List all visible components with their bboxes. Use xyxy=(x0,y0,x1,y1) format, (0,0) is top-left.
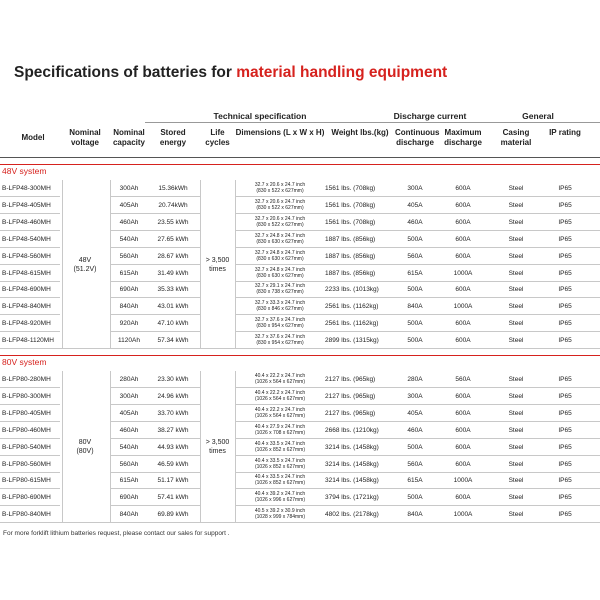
table-row xyxy=(0,248,600,265)
stored-energy-cell: 46.59 kWh xyxy=(157,460,189,468)
dimensions-cell xyxy=(235,491,325,504)
casing-material-cell: Steel xyxy=(508,269,524,277)
continuous-discharge-cell: 460A xyxy=(407,218,423,226)
dimensions-inch: 32.7 x 20.6 x 24.7 inch xyxy=(254,198,306,205)
page-title xyxy=(14,64,447,82)
capacity-cell: 405Ah xyxy=(119,201,139,209)
stored-energy-cell: 23.55 kWh xyxy=(157,218,189,226)
weight-cell: 2127 lbs. (965kg) xyxy=(325,376,376,383)
dimensions-cell xyxy=(235,407,325,420)
model-cell: B-LFP48-920MH xyxy=(2,320,51,328)
model-cell: B-LFP48-540MH xyxy=(2,235,51,243)
table-row xyxy=(0,422,600,439)
continuous-discharge-cell: 460A xyxy=(407,426,423,434)
header-nominal-capacity: Nominal capacity xyxy=(112,128,146,147)
table-row xyxy=(0,231,600,248)
header-stored-energy: Stored energy xyxy=(159,128,187,147)
dimensions-mm: (830 x 522 x 627mm) xyxy=(256,204,304,211)
casing-material-cell: Steel xyxy=(508,477,524,485)
maximum-discharge-cell: 600A xyxy=(455,426,471,434)
model-cell: B-LFP80-540MH xyxy=(2,443,51,451)
dimensions-inch: 40.4 x 22.2 x 24.7 inch xyxy=(254,406,306,413)
capacity-cell: 280Ah xyxy=(119,376,139,383)
dimensions-mm: (1026 x 564 x 627mm) xyxy=(254,379,306,385)
capacity-cell: 690Ah xyxy=(119,494,139,502)
dimensions-mm: (830 x 630 x 627mm) xyxy=(256,255,304,262)
section-divider xyxy=(145,122,600,123)
stored-energy-cell: 24.96 kWh xyxy=(157,392,189,400)
weight-cell: 3214 lbs. (1458kg) xyxy=(325,443,379,451)
casing-material-cell: Steel xyxy=(508,235,524,243)
capacity-cell: 1120Ah xyxy=(118,337,140,345)
maximum-discharge-cell: 600A xyxy=(455,235,471,243)
continuous-discharge-cell: 500A xyxy=(407,235,423,243)
capacity-cell: 540Ah xyxy=(119,443,139,451)
model-cell: B-LFP48-560MH xyxy=(2,252,51,260)
dimensions-cell xyxy=(235,233,325,246)
table-row xyxy=(0,180,600,197)
dimensions-cell xyxy=(235,390,325,403)
maximum-discharge-cell: 1000A xyxy=(453,477,473,485)
maximum-discharge-cell: 600A xyxy=(455,443,471,451)
stored-energy-cell: 47.10 kWh xyxy=(157,320,189,328)
dimensions-inch: 40.4 x 22.2 x 24.7 inch xyxy=(254,373,306,379)
weight-cell: 3214 lbs. (1458kg) xyxy=(325,477,379,485)
dimensions-mm: (830 x 954 x 627mm) xyxy=(256,340,304,347)
model-cell: B-LFP80-690MH xyxy=(2,494,51,502)
dimensions-inch: 32.7 x 33.3 x 24.7 inch xyxy=(254,300,306,307)
ip-rating-cell: IP65 xyxy=(558,376,572,383)
ip-rating-cell: IP65 xyxy=(558,443,572,451)
maximum-discharge-cell: 600A xyxy=(455,494,471,502)
ip-rating-cell: IP65 xyxy=(558,320,572,328)
stored-energy-cell: 35.33 kWh xyxy=(157,286,189,294)
stored-energy-cell: 28.67 kWh xyxy=(157,252,189,260)
dimensions-inch: 32.7 x 37.6 x 24.7 inch xyxy=(254,317,306,324)
weight-cell: 1887 lbs. (856kg) xyxy=(325,235,376,243)
casing-material-cell: Steel xyxy=(508,426,524,434)
continuous-discharge-cell: 560A xyxy=(407,252,423,260)
ip-rating-cell: IP65 xyxy=(558,303,572,311)
dimensions-inch: 32.7 x 37.6 x 24.7 inch xyxy=(254,334,306,341)
dimensions-mm: (1026 x 564 x 627mm) xyxy=(254,395,306,402)
dimensions-mm: (1026 x 564 x 627mm) xyxy=(254,412,306,419)
table-row xyxy=(0,371,600,388)
maximum-discharge-cell: 600A xyxy=(455,409,471,417)
table-row xyxy=(0,332,600,349)
model-cell: B-LFP48-1120MH xyxy=(2,337,54,345)
stored-energy-cell: 51.17 kWh xyxy=(157,477,189,485)
header-dimensions: Dimensions (L x W x H) xyxy=(235,128,325,137)
dimensions-mm: (1026 x 996 x 627mm) xyxy=(254,497,306,504)
system-label: 80V system xyxy=(2,357,47,367)
row-separator xyxy=(0,348,600,349)
dimensions-cell xyxy=(235,250,325,263)
weight-cell: 2561 lbs. (1162kg) xyxy=(325,320,379,328)
continuous-discharge-cell: 405A xyxy=(407,201,423,209)
model-cell: B-LFP80-405MH xyxy=(2,409,51,417)
dimensions-cell xyxy=(235,508,325,521)
maximum-discharge-cell: 1000A xyxy=(453,511,473,519)
stored-energy-cell: 69.89 kWh xyxy=(157,511,189,519)
casing-material-cell: Steel xyxy=(508,409,524,417)
capacity-cell: 300Ah xyxy=(119,185,139,192)
life-cycles-unit: times xyxy=(209,265,226,273)
continuous-discharge-cell: 560A xyxy=(407,460,423,468)
dimensions-inch: 32.7 x 24.8 x 24.7 inch xyxy=(254,266,306,273)
capacity-cell: 460Ah xyxy=(119,218,139,226)
stored-energy-cell: 31.49 kWh xyxy=(157,269,189,277)
ip-rating-cell: IP65 xyxy=(558,511,572,519)
continuous-discharge-cell: 500A xyxy=(407,494,423,502)
dimensions-cell xyxy=(235,216,325,229)
casing-material-cell: Steel xyxy=(508,286,524,294)
continuous-discharge-cell: 840A xyxy=(407,511,423,519)
maximum-discharge-cell: 600A xyxy=(455,201,471,209)
weight-cell: 2899 lbs. (1315kg) xyxy=(325,337,379,345)
capacity-cell: 560Ah xyxy=(119,252,139,260)
stored-energy-cell: 33.70 kWh xyxy=(157,409,189,417)
ip-rating-cell: IP65 xyxy=(558,337,572,345)
dimensions-inch: 40.4 x 33.5 x 24.7 inch xyxy=(254,440,306,447)
maximum-discharge-cell: 600A xyxy=(455,252,471,260)
ip-rating-cell: IP65 xyxy=(558,252,572,260)
dimensions-inch: 40.4 x 39.2 x 24.7 inch xyxy=(254,491,306,498)
table-row xyxy=(0,439,600,456)
ip-rating-cell: IP65 xyxy=(558,426,572,434)
continuous-discharge-cell: 615A xyxy=(407,269,423,277)
header-ip-rating: IP rating xyxy=(549,128,581,137)
ip-rating-cell: IP65 xyxy=(558,494,572,502)
casing-material-cell: Steel xyxy=(508,201,524,209)
capacity-cell: 460Ah xyxy=(119,426,139,434)
casing-material-cell: Steel xyxy=(508,337,524,345)
stored-energy-cell: 57.34 kWh xyxy=(157,337,189,345)
voltage-actual: (80V) xyxy=(76,448,94,456)
maximum-discharge-cell: 600A xyxy=(455,286,471,294)
casing-material-cell: Steel xyxy=(508,392,524,400)
dimensions-inch: 32.7 x 20.6 x 24.7 inch xyxy=(254,215,306,222)
dimensions-mm: (830 x 522 x 627mm) xyxy=(256,221,304,228)
dimensions-cell xyxy=(235,334,325,347)
dimensions-inch: 32.7 x 24.8 x 24.7 inch xyxy=(254,249,306,256)
title-lead: Specifications of batteries for xyxy=(14,64,237,81)
ip-rating-cell: IP65 xyxy=(558,477,572,485)
dimensions-mm: (830 x 846 x 627mm) xyxy=(256,306,304,313)
maximum-discharge-cell: 600A xyxy=(455,460,471,468)
maximum-discharge-cell: 600A xyxy=(455,185,471,192)
casing-material-cell: Steel xyxy=(508,376,524,383)
stored-energy-cell: 57.41 kWh xyxy=(157,494,189,502)
dimensions-mm: (830 x 522 x 627mm) xyxy=(256,188,304,194)
capacity-cell: 690Ah xyxy=(119,286,139,294)
table-row xyxy=(0,506,600,523)
section-discharge-current: Discharge current xyxy=(393,111,467,121)
dimensions-cell xyxy=(235,300,325,313)
capacity-cell: 920Ah xyxy=(119,320,139,328)
header-continuous-discharge: Continuous discharge xyxy=(395,128,440,147)
maximum-discharge-cell: 600A xyxy=(455,392,471,400)
dimensions-cell xyxy=(235,458,325,471)
dimensions-inch: 40.4 x 22.2 x 24.7 inch xyxy=(254,389,306,396)
table-row xyxy=(0,265,600,282)
dimensions-inch: 40.4 x 33.5 x 24.7 inch xyxy=(254,474,306,481)
header-divider xyxy=(0,157,600,158)
weight-cell: 1561 lbs. (708kg) xyxy=(325,218,376,226)
dimensions-cell xyxy=(235,182,325,195)
casing-material-cell: Steel xyxy=(508,511,524,519)
weight-cell: 1561 lbs. (708kg) xyxy=(325,201,376,209)
dimensions-cell xyxy=(235,267,325,280)
title-accent: material handling equipment xyxy=(236,64,448,81)
capacity-cell: 300Ah xyxy=(119,392,139,400)
model-cell: B-LFP48-615MH xyxy=(2,269,51,277)
maximum-discharge-cell: 600A xyxy=(455,337,471,345)
voltage-value: 80V xyxy=(78,439,92,447)
header-weight: Weight lbs.(kg) xyxy=(331,128,389,137)
weight-cell: 1887 lbs. (856kg) xyxy=(325,269,376,277)
model-cell: B-LFP80-280MH xyxy=(2,376,51,383)
header-life-cycles: Life cycles xyxy=(205,128,230,147)
casing-material-cell: Steel xyxy=(508,252,524,260)
dimensions-mm: (1026 x 852 x 627mm) xyxy=(254,480,306,487)
table-row xyxy=(0,298,600,315)
dimensions-cell xyxy=(235,441,325,454)
casing-material-cell: Steel xyxy=(508,303,524,311)
weight-cell: 3214 lbs. (1458kg) xyxy=(325,460,379,468)
model-cell: B-LFP48-690MH xyxy=(2,286,51,294)
life-cycles-value: > 3,500 xyxy=(205,439,230,447)
row-separator xyxy=(0,522,600,523)
continuous-discharge-cell: 500A xyxy=(407,443,423,451)
system-divider xyxy=(0,164,600,165)
ip-rating-cell: IP65 xyxy=(558,235,572,243)
dimensions-mm: (1028 x 999 x 784mm) xyxy=(254,514,306,521)
maximum-discharge-cell: 1000A xyxy=(453,303,473,311)
dimensions-mm: (1026 x 708 x 627mm) xyxy=(254,429,306,436)
casing-material-cell: Steel xyxy=(508,185,524,192)
casing-material-cell: Steel xyxy=(508,443,524,451)
maximum-discharge-cell: 1000A xyxy=(453,269,473,277)
table-row xyxy=(0,489,600,506)
voltage-actual: (51.2V) xyxy=(73,265,97,273)
table-row xyxy=(0,456,600,473)
stored-energy-cell: 23.30 kWh xyxy=(157,376,189,383)
continuous-discharge-cell: 405A xyxy=(407,409,423,417)
dimensions-cell xyxy=(235,474,325,487)
voltage-value: 48V xyxy=(78,256,92,264)
life-cycles-value: > 3,500 xyxy=(205,256,230,264)
weight-cell: 2127 lbs. (965kg) xyxy=(325,392,376,400)
stored-energy-cell: 43.01 kWh xyxy=(157,303,189,311)
capacity-cell: 840Ah xyxy=(119,511,139,519)
table-row xyxy=(0,388,600,405)
stored-energy-cell: 27.65 kWh xyxy=(157,235,189,243)
model-cell: B-LFP80-560MH xyxy=(2,460,51,468)
dimensions-mm: (1026 x 852 x 627mm) xyxy=(254,463,306,470)
weight-cell: 1561 lbs. (708kg) xyxy=(325,185,376,192)
continuous-discharge-cell: 300A xyxy=(407,392,423,400)
ip-rating-cell: IP65 xyxy=(558,286,572,294)
footer-note: For more forklift lithium batteries request, please contact our sales for support . xyxy=(3,530,230,537)
table-row xyxy=(0,281,600,298)
ip-rating-cell: IP65 xyxy=(558,185,572,192)
model-cell: B-LFP80-300MH xyxy=(2,392,51,400)
dimensions-mm: (830 x 738 x 627mm) xyxy=(256,289,304,296)
ip-rating-cell: IP65 xyxy=(558,201,572,209)
table-row xyxy=(0,197,600,214)
section-technical-specification: Technical specification xyxy=(213,111,307,121)
weight-cell: 2127 lbs. (965kg) xyxy=(325,409,376,417)
dimensions-mm: (830 x 954 x 627mm) xyxy=(256,323,304,330)
continuous-discharge-cell: 840A xyxy=(407,303,423,311)
continuous-discharge-cell: 500A xyxy=(407,286,423,294)
dimensions-cell xyxy=(235,424,325,437)
continuous-discharge-cell: 280A xyxy=(407,376,423,383)
system-label: 48V system xyxy=(2,166,47,176)
weight-cell: 4802 lbs. (2178kg) xyxy=(325,511,379,519)
system-divider xyxy=(0,355,600,356)
continuous-discharge-cell: 500A xyxy=(407,320,423,328)
maximum-discharge-cell: 600A xyxy=(455,320,471,328)
stored-energy-cell: 38.27 kWh xyxy=(157,426,189,434)
maximum-discharge-cell: 600A xyxy=(455,218,471,226)
header-maximum-discharge: Maximum discharge xyxy=(444,128,482,147)
capacity-cell: 405Ah xyxy=(119,409,139,417)
table-row xyxy=(0,315,600,332)
weight-cell: 2561 lbs. (1162kg) xyxy=(325,303,379,311)
dimensions-cell xyxy=(235,283,325,296)
ip-rating-cell: IP65 xyxy=(558,460,572,468)
dimensions-mm: (830 x 630 x 627mm) xyxy=(256,272,304,279)
dimensions-cell xyxy=(235,199,325,212)
ip-rating-cell: IP65 xyxy=(558,409,572,417)
header-casing-material: Casing material xyxy=(500,128,532,147)
weight-cell: 2668 lbs. (1210kg) xyxy=(325,426,379,434)
model-cell: B-LFP48-460MH xyxy=(2,218,51,226)
dimensions-cell xyxy=(235,317,325,330)
continuous-discharge-cell: 615A xyxy=(407,477,423,485)
model-cell: B-LFP80-615MH xyxy=(2,477,51,485)
capacity-cell: 540Ah xyxy=(119,235,139,243)
model-cell: B-LFP48-300MH xyxy=(2,185,51,192)
section-general: General xyxy=(522,111,554,121)
table-row xyxy=(0,472,600,489)
casing-material-cell: Steel xyxy=(508,218,524,226)
capacity-cell: 615Ah xyxy=(119,477,139,485)
dimensions-inch: 40.5 x 39.2 x 30.9 inch xyxy=(254,508,306,515)
ip-rating-cell: IP65 xyxy=(558,269,572,277)
dimensions-inch: 32.7 x 20.6 x 24.7 inch xyxy=(254,182,306,188)
maximum-discharge-cell: 560A xyxy=(455,376,471,383)
dimensions-cell xyxy=(235,373,325,386)
ip-rating-cell: IP65 xyxy=(558,218,572,226)
continuous-discharge-cell: 500A xyxy=(407,337,423,345)
casing-material-cell: Steel xyxy=(508,320,524,328)
dimensions-inch: 40.4 x 33.5 x 24.7 inch xyxy=(254,457,306,464)
dimensions-inch: 40.4 x 27.9 x 24.7 inch xyxy=(254,423,306,430)
model-cell: B-LFP48-840MH xyxy=(2,303,51,311)
table-row xyxy=(0,214,600,231)
weight-cell: 2233 lbs. (1013kg) xyxy=(325,286,379,294)
dimensions-mm: (830 x 630 x 627mm) xyxy=(256,238,304,245)
header-nominal-voltage: Nominal voltage xyxy=(69,128,101,147)
table-row xyxy=(0,405,600,422)
model-cell: B-LFP80-460MH xyxy=(2,426,51,434)
weight-cell: 1887 lbs. (856kg) xyxy=(325,252,376,260)
dimensions-mm: (1026 x 852 x 627mm) xyxy=(254,446,306,453)
stored-energy-cell: 44.93 kWh xyxy=(157,443,189,451)
model-cell: B-LFP80-840MH xyxy=(2,511,51,519)
dimensions-inch: 32.7 x 24.8 x 24.7 inch xyxy=(254,232,306,239)
capacity-cell: 615Ah xyxy=(119,269,139,277)
dimensions-inch: 32.7 x 29.1 x 24.7 inch xyxy=(254,283,306,290)
ip-rating-cell: IP65 xyxy=(558,392,572,400)
casing-material-cell: Steel xyxy=(508,494,524,502)
capacity-cell: 840Ah xyxy=(119,303,139,311)
stored-energy-cell: 20.74kWh xyxy=(158,201,188,209)
weight-cell: 3794 lbs. (1721kg) xyxy=(325,494,379,502)
continuous-discharge-cell: 300A xyxy=(407,185,423,192)
casing-material-cell: Steel xyxy=(508,460,524,468)
stored-energy-cell: 15.36kWh xyxy=(158,185,188,192)
life-cycles-unit: times xyxy=(209,448,226,456)
header-model: Model xyxy=(21,133,45,142)
model-cell: B-LFP48-405MH xyxy=(2,201,51,209)
capacity-cell: 560Ah xyxy=(119,460,139,468)
